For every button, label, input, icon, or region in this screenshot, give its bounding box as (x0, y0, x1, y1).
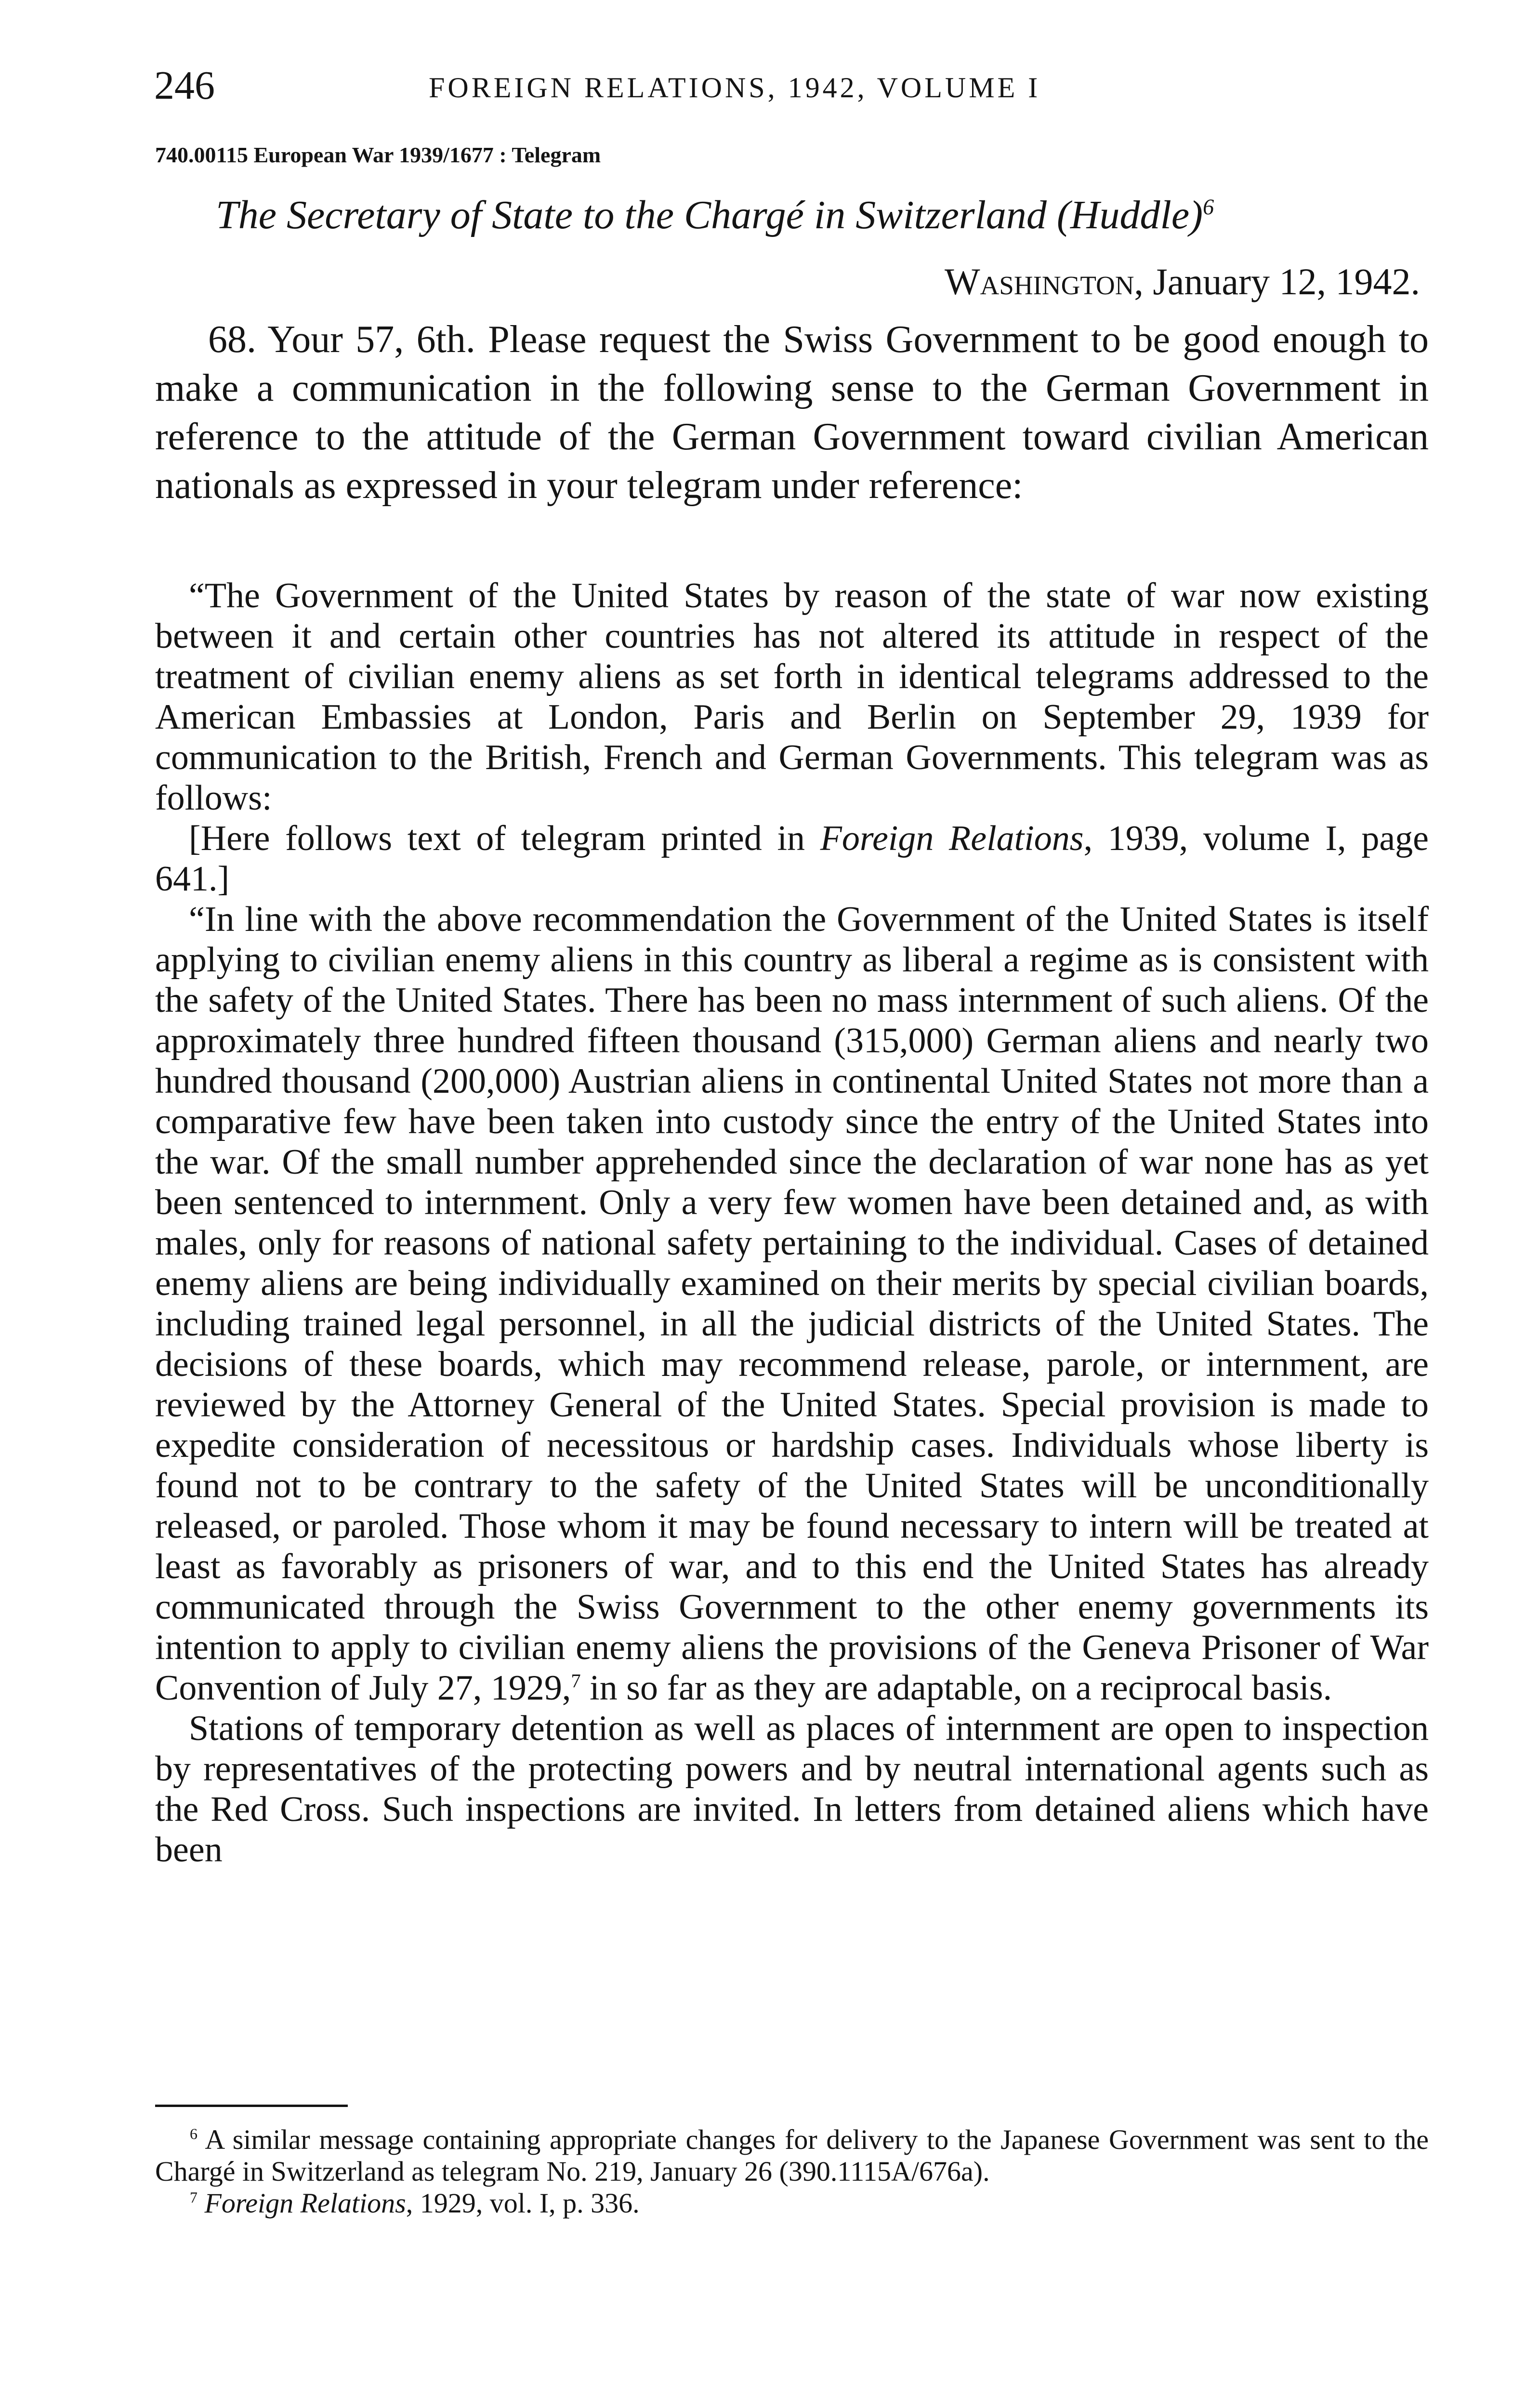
footnote-7-italic: Foreign Relations (197, 2187, 406, 2219)
quote-paragraph-4: Stations of temporary detention as well as places of internment are open to inspection by representatives of the protecting powers and by neutral international agents such as the Red Cross. Such inspections are invited. In letters from detained aliens which have been (155, 1709, 1429, 1870)
heading-text: The Secretary of State to the Chargé in Switzerland (Huddle) (216, 193, 1203, 237)
dateline (945, 255, 1420, 308)
quote-paragraph-2 (155, 818, 1429, 899)
quote-p2-pre: [Here follows text of telegram printed in (189, 819, 820, 858)
footnotes (155, 2124, 1429, 2219)
quote-p2-italic: Foreign Relations (820, 819, 1084, 858)
running-title: FOREIGN RELATIONS, 1942, VOLUME I (429, 72, 1041, 104)
page-number: 246 (154, 63, 215, 108)
document-heading (216, 189, 1214, 242)
dateline-place: Washington (944, 261, 1134, 302)
quote-p3-pre: “In line with the above recommendation the Government of the United States is itself applying to civilian enemy aliens in this country as liberal a regime as is consistent with the safety of the United States. There has been no mass internment of such aliens. Of the approximately three hundred fifteen thousand (315,000) German aliens and nearly two hundred thousand (200,000) Austrian aliens in continental United States not more than a comparative few have been taken into custody since the entry of the United States into the war. Of the small number apprehended since the declaration of war none has as yet been sentenced to internment. Only a very few women have been detained and, as with males, only for reasons of national safety pertaining to the individual. Cases of detained enemy aliens are being individually examined on their merits by special civilian boards, including trained legal personnel, in all the judicial districts of the United States. The decisions of these boards, which may recommend release, parole, or internment, are reviewed by the Attorney General of the United States. Special provision is made to expedite consideration of necessitous or hardship cases. Individuals whose liberty is found not to be contrary to the safety of the United States will be unconditionally released, or paroled. Those whom it may be found necessary to intern will be treated at least as favorably as prisoners of war, and to this end the United States has already communicated through the Swiss Government to the other enemy governments its intention to apply to civilian enemy aliens the provisions of the Geneva Prisoner of War Convention of July 27, 1929, (155, 900, 1429, 1708)
file-number: 740.00115 European War 1939/1677 : Telegram (155, 143, 601, 167)
quote-paragraph-3 (155, 899, 1429, 1708)
running-header (154, 57, 1426, 119)
quote-p3-post: in so far as they are adaptable, on a reciprocal basis. (580, 1668, 1332, 1708)
footnote-7-marker: 7 (190, 2189, 197, 2206)
footnote-7 (155, 2187, 1429, 2219)
opening-paragraph: 68. Your 57, 6th. Please request the Swiss Government to be good enough to make a communication in the following sense to the German Government in reference to the attitude of the German Government toward civilian American nationals as expressed in your telegram under reference: (155, 318, 1429, 507)
footnote-6 (155, 2124, 1429, 2187)
dateline-date: , January 12, 1942. (1134, 261, 1420, 302)
heading-footnote-ref: 6 (1203, 195, 1214, 219)
footnote-7-text: , 1929, vol. I, p. 336. (406, 2187, 640, 2219)
footnote-6-marker: 6 (190, 2125, 197, 2143)
quote-paragraph-1: “The Government of the United States by reason of the state of war now existing between it and certain other countries has not altered its attitude in respect of the treatment of civilian enemy aliens as set forth in identical telegrams addressed to the American Embassies at London, Paris and Berlin on September 29, 1939 for communication to the British, French and German Governments. This telegram was as follows: (155, 576, 1429, 818)
quoted-message (155, 576, 1429, 1870)
quote-p2-post: , 1939, volume I, page 641.] (155, 819, 1429, 899)
footnote-rule (155, 2105, 348, 2107)
footnote-6-text: A similar message containing appropriate changes for delivery to the Japanese Government was sent to the Chargé in Switzerland as telegram No. 219, January 26 (390.1115A/676a). (155, 2124, 1429, 2187)
quote-p3-footnote-ref: 7 (571, 1670, 581, 1692)
